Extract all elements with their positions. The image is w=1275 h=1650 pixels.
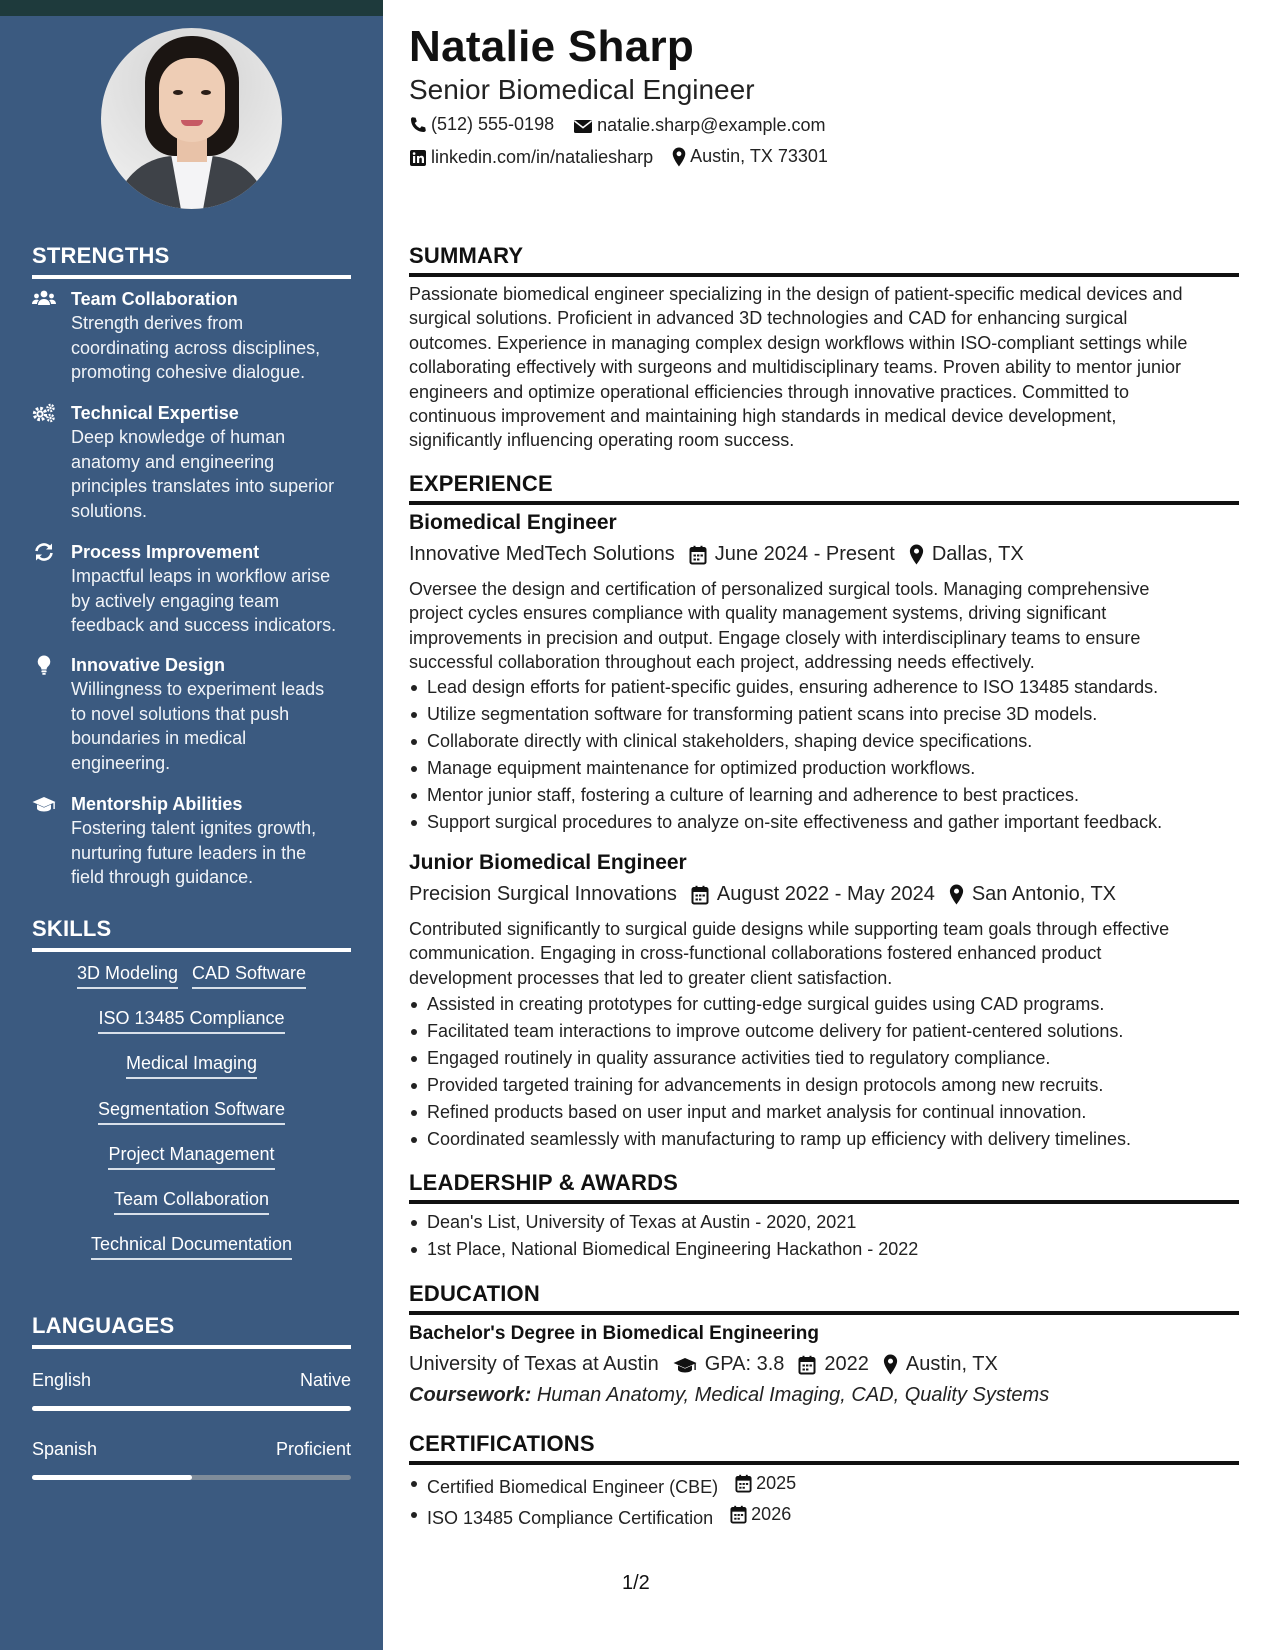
summary-heading: SUMMARY: [409, 243, 1239, 277]
job-title: Junior Biomedical Engineer: [409, 851, 687, 874]
job-description: Oversee the design and certification of personalized surgical tools. Managing comprehensive project cycles ensures compliance with quality management systems, driving significant improvements in precision and output. Engage closely with interdisciplinary teams to ensure successful collaboration throughout each project, addressing needs effectively.: [409, 579, 1150, 673]
list-item: Engaged routinely in quality assurance activities tied to regulatory compliance.: [409, 1045, 1239, 1072]
education-school: University of Texas at Austin: [409, 1353, 659, 1375]
education-heading: EDUCATION: [409, 1281, 1239, 1315]
profile-photo: [101, 28, 282, 209]
calendar-icon: [735, 1474, 752, 1493]
skill-tag: Project Management: [108, 1144, 274, 1170]
skills-row: [32, 1144, 351, 1170]
calendar-icon: [691, 885, 709, 905]
contact-email[interactable]: natalie.sharp@example.com: [573, 115, 825, 136]
strength-description: Deep knowledge of human anatomy and engineering principles translates into superior solutions.: [71, 427, 335, 521]
map-pin-icon: [883, 1354, 898, 1375]
job-description: Contributed significantly to surgical guide designs while supporting team goals through effective communication. Engaging in cross-functional collaborations fostered enhanced product development processes that led to greater client satisfaction.: [409, 919, 1170, 988]
map-pin-icon: [909, 544, 924, 565]
strength-description: Strength derives from coordinating across disciplines, promoting cohesive dialogue.: [71, 313, 321, 382]
skill-tag: ISO 13485 Compliance: [98, 1008, 284, 1034]
list-item: Mentor junior staff, fostering a culture of learning and adherence to best practices.: [409, 782, 1239, 809]
candidate-name: Natalie Sharp: [409, 22, 695, 71]
list-item: ISO 13485 Compliance Certification 2026: [409, 1501, 1239, 1532]
job-company: Innovative MedTech Solutions: [409, 543, 675, 565]
candidate-title: Senior Biomedical Engineer: [409, 74, 755, 105]
strength-description: Willingness to experiment leads to novel solutions that push boundaries in medical engineering.: [71, 679, 325, 773]
calendar-icon: [689, 545, 707, 565]
skills-row: [32, 1053, 351, 1079]
language-bar-track: [32, 1406, 351, 1411]
strength-title: Mentorship Abilities: [71, 794, 243, 814]
cogs-icon: [32, 403, 56, 423]
contact-linkedin[interactable]: linkedin.com/in/nataliesharp: [409, 147, 653, 168]
language-name: Spanish: [32, 1439, 98, 1459]
strength-description: Impactful leaps in workflow arise by actively engaging team feedback and success indicators.: [71, 566, 337, 635]
job-meta: [409, 543, 1038, 566]
contact-row: [409, 114, 840, 139]
job-company: Precision Surgical Innovations: [409, 883, 677, 905]
calendar-icon: [730, 1505, 747, 1524]
skill-tag: 3D Modeling: [77, 963, 178, 989]
skill-tag: CAD Software: [192, 963, 306, 989]
certifications-list: [409, 1470, 1239, 1532]
list-item: Coordinated seamlessly with manufacturing to ramp up efficiency with delivery timelines.: [409, 1126, 1239, 1153]
experience-heading: EXPERIENCE: [409, 471, 1239, 505]
certifications-heading: CERTIFICATIONS: [409, 1431, 1239, 1465]
strength-item: [32, 653, 357, 775]
phone-icon: [409, 116, 427, 134]
skills-row: [32, 1099, 351, 1125]
list-item: Collaborate directly with clinical stakeholders, shaping device specifications.: [409, 728, 1239, 755]
list-item: Utilize segmentation software for transforming patient scans into precise 3D models.: [409, 701, 1239, 728]
list-item: Dean's List, University of Texas at Austin - 2020, 2021: [409, 1209, 1239, 1236]
job-bullets: [409, 674, 1239, 836]
education-coursework: Coursework: Human Anatomy, Medical Imaging, CAD, Quality Systems: [409, 1384, 1050, 1406]
strength-title: Team Collaboration: [71, 289, 238, 309]
job-meta: [409, 883, 1130, 906]
skills-row: [32, 1189, 351, 1215]
strength-description: Fostering talent ignites growth, nurturing future leaders in the field through guidance.: [71, 818, 317, 887]
linkedin-icon: [409, 149, 427, 167]
strength-item: [32, 540, 357, 638]
list-item: Support surgical procedures to analyze on-site effectiveness and gather important feedback.: [409, 809, 1239, 836]
awards-list: [409, 1209, 1239, 1263]
language-bar-fill: [32, 1475, 192, 1480]
strength-item: [32, 287, 357, 385]
language-bar-track: [32, 1475, 351, 1480]
map-pin-icon: [949, 884, 964, 905]
list-item: Provided targeted training for advancements in design protocols among new recruits.: [409, 1072, 1239, 1099]
skill-tag: Team Collaboration: [114, 1189, 269, 1215]
contact-phone: (512) 555-0198: [409, 114, 554, 135]
list-item: Manage equipment maintenance for optimized production workflows.: [409, 755, 1239, 782]
skill-tag: Medical Imaging: [126, 1053, 257, 1079]
education-location: Austin, TX: [883, 1353, 998, 1376]
job-title: Biomedical Engineer: [409, 511, 617, 534]
education-gpa: GPA: 3.8: [673, 1353, 785, 1376]
job-location: Dallas, TX: [909, 543, 1024, 566]
strength-item: [32, 401, 357, 523]
language-level: Native: [299, 1370, 351, 1390]
lightbulb-icon: [32, 655, 56, 675]
list-item: Certified Biomedical Engineer (CBE) 2025: [409, 1470, 1239, 1501]
contact-location: Austin, TX 73301: [672, 146, 828, 167]
skill-tag: Segmentation Software: [98, 1099, 285, 1125]
language-name: English: [32, 1370, 92, 1390]
summary-text: Passionate biomedical engineer specializing in the design of patient-specific medical devices and surgical solutions. Proficient in advanced 3D technologies and CAD for enhancing surgical outcomes. Experience in managing complex design workflows within ISO-compliant settings while collaborating effectively with surgeons and multidisciplinary teams. Proven ability to mentor junior engineers and optimize operational efficiencies through innovative practices. Committed to continuous improvement and maintaining high standards in medical device development, significantly influencing operating room success.: [409, 284, 1188, 451]
contact-row: [409, 146, 842, 172]
strength-title: Process Improvement: [71, 542, 260, 562]
skills-heading: SKILLS: [32, 916, 351, 952]
list-item: Refined products based on user input and market analysis for continual innovation.: [409, 1099, 1239, 1126]
map-pin-icon: [672, 147, 686, 167]
skills-row: [32, 1234, 351, 1260]
education-degree: Bachelor's Degree in Biomedical Engineering: [409, 1323, 819, 1344]
strength-title: Technical Expertise: [71, 403, 239, 423]
strengths-heading: STRENGTHS: [32, 243, 351, 279]
list-item: 1st Place, National Biomedical Engineering Hackathon - 2022: [409, 1236, 1239, 1263]
page-number: 1/2: [622, 1572, 650, 1594]
awards-heading: LEADERSHIP & AWARDS: [409, 1170, 1239, 1204]
skills-row: [32, 963, 351, 989]
refresh-icon: [32, 542, 56, 562]
job-dates: June 2024 - Present: [689, 543, 895, 566]
languages-heading: LANGUAGES: [32, 1313, 351, 1349]
calendar-icon: [798, 1355, 816, 1375]
envelope-icon: [573, 118, 593, 134]
job-dates: August 2022 - May 2024: [691, 883, 935, 906]
job-bullets: [409, 991, 1239, 1153]
education-meta: [409, 1353, 1012, 1376]
education-year: 2022: [798, 1353, 869, 1376]
sidebar-top-bar: [0, 0, 383, 16]
list-item: Lead design efforts for patient-specific guides, ensuring adherence to ISO 13485 standards.: [409, 674, 1239, 701]
skill-tag: Technical Documentation: [91, 1234, 292, 1260]
skills-row: [32, 1008, 351, 1034]
users-icon: [32, 289, 56, 309]
sidebar: [0, 0, 383, 1650]
graduation-cap-icon: [673, 1355, 697, 1375]
list-item: Assisted in creating prototypes for cutting-edge surgical guides using CAD programs.: [409, 991, 1239, 1018]
strength-title: Innovative Design: [71, 655, 226, 675]
list-item: Facilitated team interactions to improve outcome delivery for patient-centered solutions.: [409, 1018, 1239, 1045]
job-location: San Antonio, TX: [949, 883, 1116, 906]
language-bar-fill: [32, 1406, 351, 1411]
graduation-cap-icon: [32, 794, 56, 814]
language-level: Proficient: [275, 1439, 351, 1459]
strength-item: [32, 792, 357, 890]
